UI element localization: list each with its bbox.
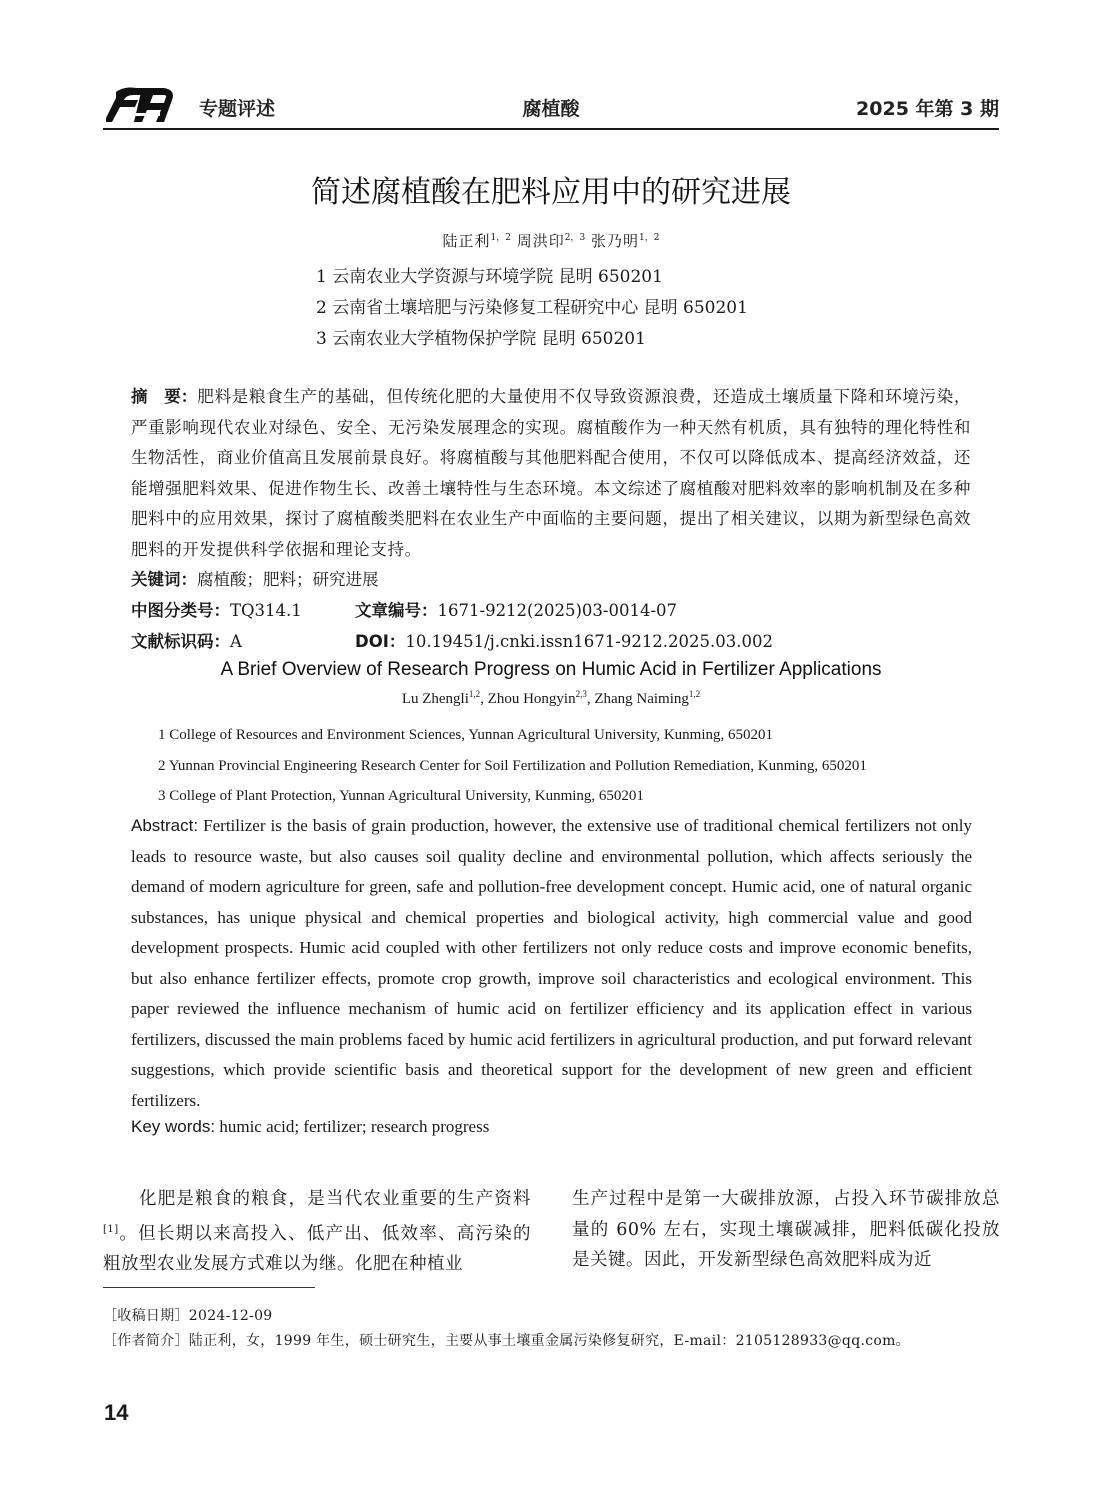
body-column-left — [103, 1184, 531, 1279]
english-title: A Brief Overview of Research Progress on Humic Acid in Fertilizer Applications — [220, 659, 882, 680]
article-number — [355, 597, 677, 621]
author-affil-sup: 2，3 — [564, 233, 586, 243]
journal-name: 腐植酸 — [522, 98, 580, 120]
keywords-en-label: Key words: — [131, 1117, 216, 1136]
body-text: 生产过程中是第一大碳排放源，占投入环节碳排放总量的 60% 左右，实现土壤碳减排，肥料低碳化投放是关键。因此，开发新型绿色高效肥料成为近 — [572, 1189, 1000, 1270]
doi-label: DOI： — [355, 632, 406, 651]
author-affil-sup: 1，2 — [639, 233, 660, 243]
english-author-name: Zhang Naiming — [594, 691, 689, 707]
footnote-divider — [103, 1287, 315, 1288]
section-label: 专题评述 — [199, 98, 276, 120]
keywords-zh-text: 腐植酸；肥料；研究进展 — [197, 570, 379, 589]
document-code-label: 文献标识码： — [131, 632, 230, 651]
article-number-label: 文章编号： — [355, 601, 438, 620]
page-number: 14 — [104, 1400, 129, 1425]
english-author-list — [0, 689, 1102, 708]
doi-link[interactable]: 10.19451/j.cnki.issn1671-9212.2025.03.002 — [405, 632, 774, 651]
abstract-zh — [131, 382, 971, 565]
english-author-name: Lu Zhengli — [401, 691, 469, 707]
abstract-zh-label: 摘 要： — [131, 387, 198, 406]
abstract-en-label: Abstract: — [131, 816, 199, 835]
abstract-zh-text: 肥料是粮食生产的基础，但传统化肥的大量使用不仅导致资源浪费，还造成土壤质量下降和环境污染，严重影响现代农业对绿色、安全、无污染发展理念的实现。腐植酸作为一种天然有机质，具有独特的理化特性和生物活性，商业价值高且发展前景良好。将腐植酸与其他肥料配合使用，不仅可以降低成本、提高经济效益，还能增强肥料效果、促进作物生长、改善土壤特性与生态环境。本文综述了腐植酸对肥料效率的影响机制及在多种肥料中的应用效果，探讨了腐植酸类肥料在农业生产中面临的主要问题，提出了相关建议，以期为新型绿色高效肥料的开发提供科学依据和理论支持。 — [131, 387, 971, 559]
keywords-zh-label: 关键词： — [131, 570, 197, 589]
running-header — [103, 84, 999, 130]
english-affiliation: 3 College of Plant Protection, Yunnan Agricultural University, Kunming, 650201 — [158, 788, 644, 804]
english-affiliation: 1 College of Resources and Environment Sciences, Yunnan Agricultural University, Kunming, 650201 — [158, 727, 774, 743]
abstract-en-text: Fertilizer is the basis of grain production, however, the extensive use of traditional chemical fertilizers not only leads to resource waste, but also causes soil quality decline and environmental pollution, which affects seriously the demand of modern agriculture for green, safe and pollution-free development concept. Humic acid, one of natural organic substances, has unique physical and chemical properties and biological activity, high commercial value and good development prospects. Humic acid coupled with other fertilizers not only reduce costs and improve economic benefits, but also enhance fertilizer effects, promote crop growth, improve soil characteristics and ecological environment. This paper reviewed the influence mechanism of humic acid on fertilizer efficiency and its application effect in various fertilizers, discussed the main problems faced by humic acid fertilizers in agricultural production, and put forward relevant suggestions, which provide scientific basis and theoretical support for the development of new green and efficient fertilizers. — [131, 816, 972, 1110]
document-code-value: A — [230, 632, 242, 651]
abstract-en — [131, 811, 972, 1116]
english-author-sup: 1,2 — [688, 689, 701, 699]
author-name: 张乃明 — [591, 232, 640, 250]
issue-label: 2025 年第 3 期 — [856, 98, 999, 120]
body-text: 。但长期以来高投入、低产出、低效率、高污染的粗放型农业发展方式难以为继。化肥在种植业 — [103, 1223, 531, 1274]
clc-number — [131, 597, 302, 621]
article-number-value: 1671-9212(2025)03-0014-07 — [437, 601, 678, 620]
clc-value: TQ314.1 — [230, 601, 302, 620]
english-affiliation-list — [158, 720, 867, 812]
doi — [355, 628, 773, 652]
affiliation: 3 云南农业大学植物保护学院 昆明 650201 — [316, 329, 646, 349]
keywords-en — [131, 1117, 489, 1137]
citation-ref[interactable]: [1] — [103, 1223, 119, 1235]
document-code — [131, 628, 242, 652]
affiliation: 2 云南省土壤培肥与污染修复工程研究中心 昆明 650201 — [316, 298, 748, 318]
keywords-en-text: humic acid; fertilizer; research progress — [219, 1117, 490, 1136]
english-author-name: Zhou Hongyin — [487, 691, 576, 707]
affiliation-list — [316, 262, 748, 355]
english-author-sup: 1,2 — [468, 689, 481, 699]
author-separator: , — [586, 691, 595, 707]
footnote-author-info: ［作者简介］陆正利，女，1999 年生，硕士研究生，主要从事土壤重金属污染修复研究，E-mail：2105128933@qq.com。 — [103, 1333, 910, 1349]
body-text: 化肥是粮食的粮食，是当代农业重要的生产资料 — [139, 1189, 531, 1209]
footnote-received-date: ［收稿日期］2024-12-09 — [103, 1308, 273, 1324]
author-name: 周洪印 — [516, 232, 565, 250]
body-column-right — [572, 1184, 1000, 1276]
affiliation: 1 云南农业大学资源与环境学院 昆明 650201 — [316, 267, 663, 287]
article-title: 简述腐植酸在肥料应用中的研究进展 — [311, 175, 791, 210]
author-name: 陆正利 — [442, 232, 491, 250]
author-list — [0, 230, 1102, 251]
author-affil-sup: 1，2 — [490, 233, 511, 243]
english-affiliation: 2 Yunnan Provincial Engineering Research Center for Soil Fertilization and Pollution Remediation, Kunming, 650201 — [158, 757, 867, 774]
keywords-zh — [131, 566, 379, 590]
english-author-sup: 2,3 — [575, 689, 587, 699]
clc-label: 中图分类号： — [131, 601, 230, 620]
author-separator: , — [480, 691, 488, 707]
